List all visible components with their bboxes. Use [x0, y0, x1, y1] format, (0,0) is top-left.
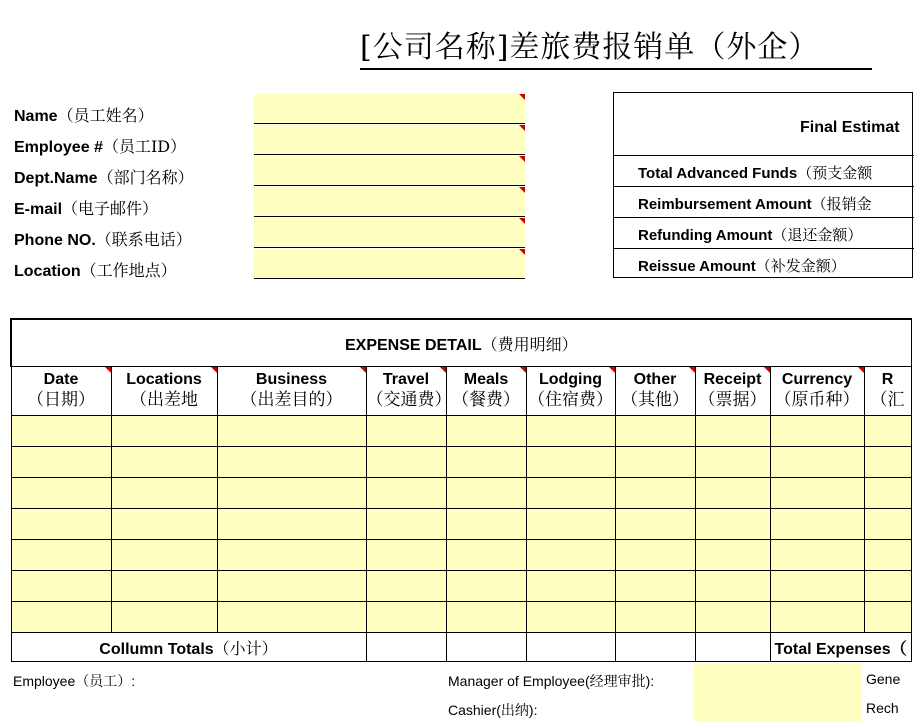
column-header-cn: （交通费）: [366, 390, 452, 410]
name-label: Name（员工姓名）: [14, 106, 154, 125]
expense-cell[interactable]: [11, 540, 111, 571]
meals-total-cell[interactable]: [446, 633, 526, 662]
expense-cell[interactable]: [446, 540, 526, 571]
expense-cell[interactable]: [217, 509, 366, 540]
lodging-total-cell[interactable]: [526, 633, 615, 662]
phone-label: Phone NO.（联系电话）: [14, 230, 192, 249]
receipt-total-cell[interactable]: [695, 633, 770, 662]
expense-cell[interactable]: [615, 509, 695, 540]
column-header-en: Other: [633, 371, 677, 388]
expense-cell[interactable]: [526, 416, 615, 447]
expense-cell[interactable]: [366, 540, 446, 571]
column-header-cn: （出差地: [130, 390, 198, 410]
expense-cell[interactable]: [11, 416, 111, 447]
comment-marker-icon: [519, 156, 525, 162]
column-header-en: R: [881, 371, 894, 388]
total-advanced-funds-row[interactable]: Total Advanced Funds（预支金额: [614, 155, 914, 186]
comment-marker-icon: [519, 249, 525, 255]
dept-name-label: Dept.Name（部门名称）: [14, 168, 194, 187]
expense-cell[interactable]: [11, 509, 111, 540]
column-header: [526, 367, 615, 416]
expense-cell[interactable]: [446, 416, 526, 447]
final-estimate-box: [613, 92, 913, 278]
expense-cell[interactable]: [217, 478, 366, 509]
name-input[interactable]: [254, 94, 525, 124]
expense-cell[interactable]: [11, 571, 111, 602]
expense-cell[interactable]: [695, 509, 770, 540]
table-row: [11, 540, 911, 571]
table-row: [11, 478, 911, 509]
column-header-en: Lodging: [538, 371, 603, 388]
comment-marker-icon: [440, 367, 446, 373]
expense-cell[interactable]: [111, 509, 217, 540]
expense-cell[interactable]: [526, 571, 615, 602]
table-row: [11, 509, 911, 540]
recheck-label: Rech: [866, 700, 899, 716]
travel-total-cell[interactable]: [366, 633, 446, 662]
expense-cell[interactable]: [526, 447, 615, 478]
expense-cell[interactable]: [11, 447, 111, 478]
location-input[interactable]: [254, 249, 525, 279]
expense-cell[interactable]: [111, 416, 217, 447]
expense-cell[interactable]: [864, 571, 911, 602]
location-label: Location（工作地点）: [14, 261, 177, 280]
comment-marker-icon: [105, 367, 111, 373]
expense-cell[interactable]: [366, 509, 446, 540]
other-total-cell[interactable]: [615, 633, 695, 662]
expense-cell[interactable]: [615, 416, 695, 447]
column-header-cn: （汇: [870, 390, 905, 410]
comment-marker-icon: [360, 367, 366, 373]
expense-cell[interactable]: [864, 416, 911, 447]
column-header-cn: （日期）: [27, 390, 95, 410]
column-header: [217, 367, 366, 416]
column-header-en: Travel: [382, 371, 430, 388]
expense-cell[interactable]: [111, 478, 217, 509]
expense-cell[interactable]: [217, 447, 366, 478]
expense-cell[interactable]: [695, 540, 770, 571]
manager-approval-label: Manager of Employee(经理审批):: [448, 673, 655, 689]
comment-marker-icon: [519, 187, 525, 193]
column-header-en: Receipt: [703, 371, 762, 388]
total-expenses-label: Total Expenses（: [770, 633, 911, 662]
expense-cell[interactable]: [695, 602, 770, 633]
expense-cell[interactable]: [770, 447, 864, 478]
expense-cell[interactable]: [864, 447, 911, 478]
expense-cell[interactable]: [111, 447, 217, 478]
expense-cell[interactable]: [615, 478, 695, 509]
column-header-cn: （原币种）: [774, 390, 860, 410]
column-header-cn: （出差目的）: [240, 390, 343, 410]
expense-cell[interactable]: [770, 509, 864, 540]
manager-approval-input[interactable]: [694, 663, 862, 721]
column-header-cn: （餐费）: [452, 390, 520, 410]
employee-id-label: Employee #（员工ID）: [14, 137, 187, 156]
final-estimate-heading: Final Estimat: [800, 119, 900, 136]
expense-cell[interactable]: [864, 509, 911, 540]
expense-detail-table: [10, 318, 912, 662]
dept-name-input[interactable]: [254, 156, 525, 186]
expense-cell[interactable]: [11, 478, 111, 509]
expense-cell[interactable]: [695, 478, 770, 509]
expense-cell[interactable]: [366, 602, 446, 633]
expense-cell[interactable]: [217, 602, 366, 633]
comment-marker-icon: [764, 367, 770, 373]
expense-cell[interactable]: [526, 509, 615, 540]
expense-cell[interactable]: [615, 447, 695, 478]
column-header-cn: （其他）: [621, 390, 689, 410]
expense-cell[interactable]: [770, 571, 864, 602]
expense-cell[interactable]: [446, 571, 526, 602]
table-row: [11, 602, 911, 633]
expense-detail-title: EXPENSE DETAIL（费用明细）: [11, 319, 911, 367]
general-manager-label: Gene: [866, 671, 901, 687]
expense-cell[interactable]: [217, 540, 366, 571]
expense-cell[interactable]: [366, 416, 446, 447]
expense-cell[interactable]: [864, 478, 911, 509]
expense-cell[interactable]: [366, 571, 446, 602]
column-header: [111, 367, 217, 416]
comment-marker-icon: [858, 367, 864, 373]
comment-marker-icon: [609, 367, 615, 373]
expense-cell[interactable]: [770, 416, 864, 447]
expense-cell[interactable]: [615, 540, 695, 571]
table-row: [11, 416, 911, 447]
column-header: [446, 367, 526, 416]
comment-marker-icon: [520, 367, 526, 373]
column-header-en: Meals: [463, 371, 509, 388]
phone-input[interactable]: [254, 218, 525, 248]
column-header: [11, 367, 111, 416]
column-header: [864, 367, 911, 416]
expense-cell[interactable]: [864, 602, 911, 633]
expense-cell[interactable]: [770, 602, 864, 633]
expense-cell[interactable]: [366, 478, 446, 509]
comment-marker-icon: [689, 367, 695, 373]
refunding-amount-row[interactable]: Refunding Amount（退还金额）: [614, 217, 914, 248]
expense-cell[interactable]: [526, 478, 615, 509]
column-header: [366, 367, 452, 416]
expense-cell[interactable]: [111, 571, 217, 602]
table-row: [11, 447, 911, 478]
expense-cell[interactable]: [695, 571, 770, 602]
column-header: [695, 367, 770, 416]
expense-cell[interactable]: [695, 416, 770, 447]
expense-cell[interactable]: [615, 602, 695, 633]
expense-cell[interactable]: [217, 416, 366, 447]
expense-cell[interactable]: [526, 602, 615, 633]
reimbursement-amount-row[interactable]: Reimbursement Amount（报销金: [614, 186, 914, 217]
form-title: [公司名称]差旅费报销单（外企）: [360, 28, 872, 70]
expense-cell[interactable]: [446, 478, 526, 509]
column-header-en: Date: [43, 371, 79, 388]
email-label: E-mail（电子邮件）: [14, 199, 159, 218]
comment-marker-icon: [211, 367, 217, 373]
expense-cell[interactable]: [11, 602, 111, 633]
comment-marker-icon: [519, 125, 525, 131]
column-header: [615, 367, 695, 416]
expense-cell[interactable]: [111, 602, 217, 633]
reissue-amount-row[interactable]: Reissue Amount（补发金额）: [614, 248, 914, 279]
table-row: [11, 571, 911, 602]
employee-signature-label: Employee（员工）:: [13, 673, 136, 689]
column-header-cn: （住宿费）: [528, 390, 613, 410]
email-input[interactable]: [254, 187, 525, 217]
expense-cell[interactable]: [526, 540, 615, 571]
expense-cell[interactable]: [695, 447, 770, 478]
column-header-en: Locations: [126, 371, 202, 388]
column-header-en: Currency: [781, 371, 853, 388]
cashier-label: Cashier(出纳):: [448, 702, 538, 718]
comment-marker-icon: [519, 218, 525, 224]
expense-cell[interactable]: [366, 447, 446, 478]
expense-cell[interactable]: [770, 478, 864, 509]
employee-id-input[interactable]: [254, 125, 525, 155]
expense-cell[interactable]: [446, 509, 526, 540]
column-header: [770, 367, 864, 416]
column-totals-label: Collumn Totals（小计）: [11, 633, 366, 662]
column-header-en: Business: [255, 371, 328, 388]
expense-cell[interactable]: [217, 571, 366, 602]
comment-marker-icon: [519, 94, 525, 100]
expense-cell[interactable]: [446, 447, 526, 478]
expense-cell[interactable]: [446, 602, 526, 633]
expense-cell[interactable]: [770, 540, 864, 571]
expense-cell[interactable]: [111, 540, 217, 571]
column-header-cn: （票据）: [698, 390, 767, 410]
expense-cell[interactable]: [864, 540, 911, 571]
expense-cell[interactable]: [615, 571, 695, 602]
